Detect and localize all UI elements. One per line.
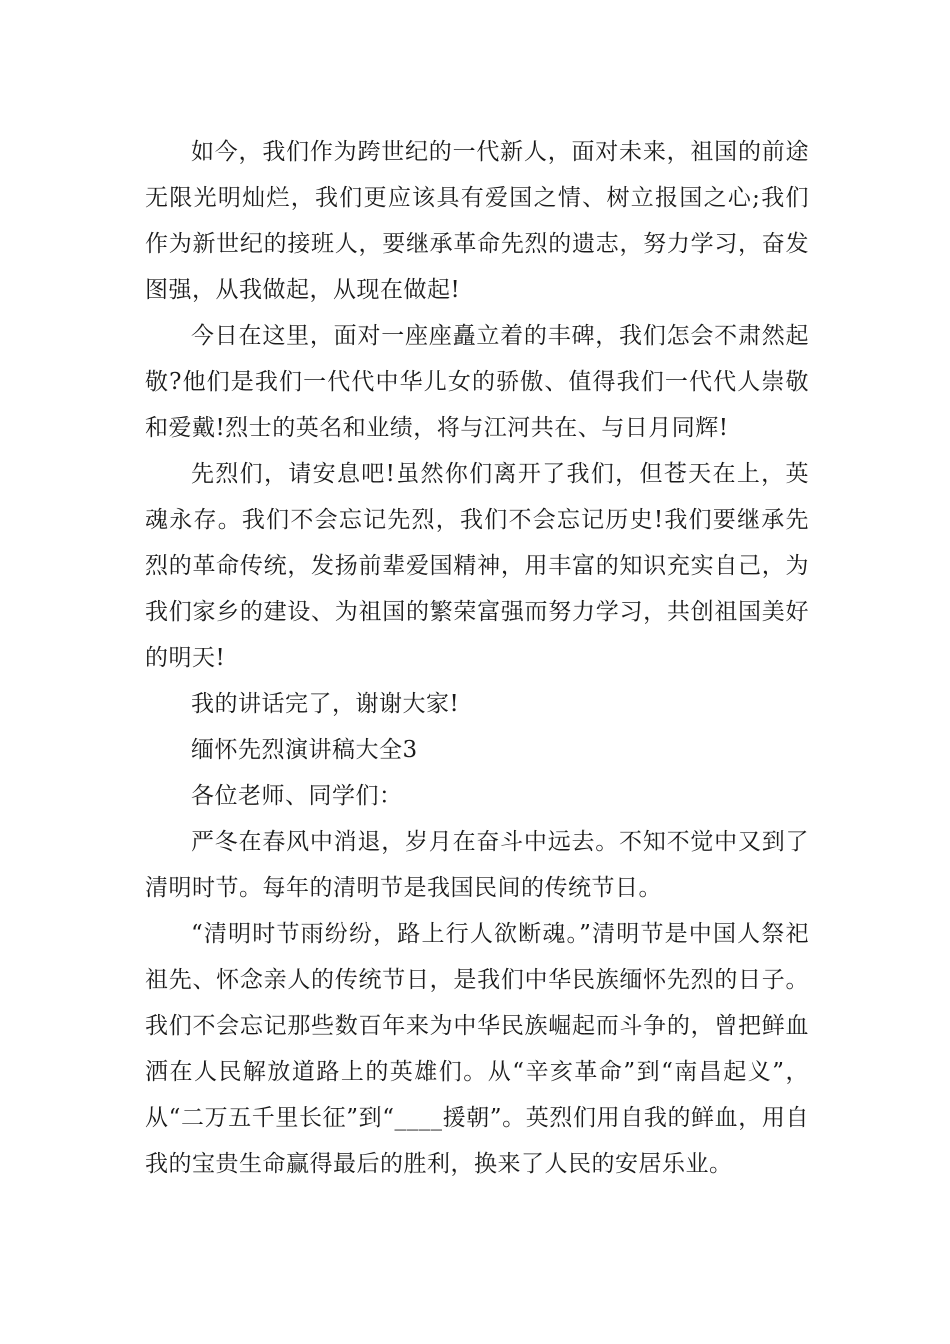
paragraph-1: 如今，我们作为跨世纪的一代新人，面对未来，祖国的前途无限光明灿烂，我们更应该具有爱国之情、树立报国之心;我们作为新世纪的接班人，要继承革命先烈的遗志，努力学习，奋发图强，从我做起，从现在做起! [145,139,809,303]
document-body [145,129,809,1187]
paragraph-3: 先烈们，请安息吧!虽然你们离开了我们，但苍天在上，英魂永存。我们不会忘记先烈，我们不会忘记历史!我们要继承先烈的革命传统，发扬前辈爱国精神，用丰富的知识充实自己，为我们家乡的建设、为祖国的繁荣富强而努力学习，共创祖国美好的明天! [145,461,809,671]
paragraph-closing: 我的讲话完了，谢谢大家! [191,691,460,717]
paragraph-4: 严冬在春风中消退，岁月在奋斗中远去。不知不觉中又到了清明时节。每年的清明节是我国民间的传统节日。 [145,829,809,901]
salutation: 各位老师、同学们： [191,783,403,809]
paragraph-5: “清明时节雨纷纷，路上行人欲断魂。”清明节是中国人祭祀祖先、怀念亲人的传统节日，是我们中华民族缅怀先烈的日子。我们不会忘记那些数百年来为中华民族崛起而斗争的，曾把鲜血洒在人民解放道路上的英雄们。从“辛亥革命”到“南昌起义”，从“二万五千里长征”到“____援朝”。英烈们用自我的鲜血，用自我的宝贵生命赢得最后的胜利，换来了人民的安居乐业。 [145,921,809,1177]
section-title: 缅怀先烈演讲稿大全3 [191,737,418,763]
paragraph-2: 今日在这里，面对一座座矗立着的丰碑，我们怎会不肃然起敬?他们是我们一代代中华儿女的骄傲、值得我们一代代人崇敬和爱戴!烈士的英名和业绩，将与江河共在、与日月同辉! [145,323,809,441]
